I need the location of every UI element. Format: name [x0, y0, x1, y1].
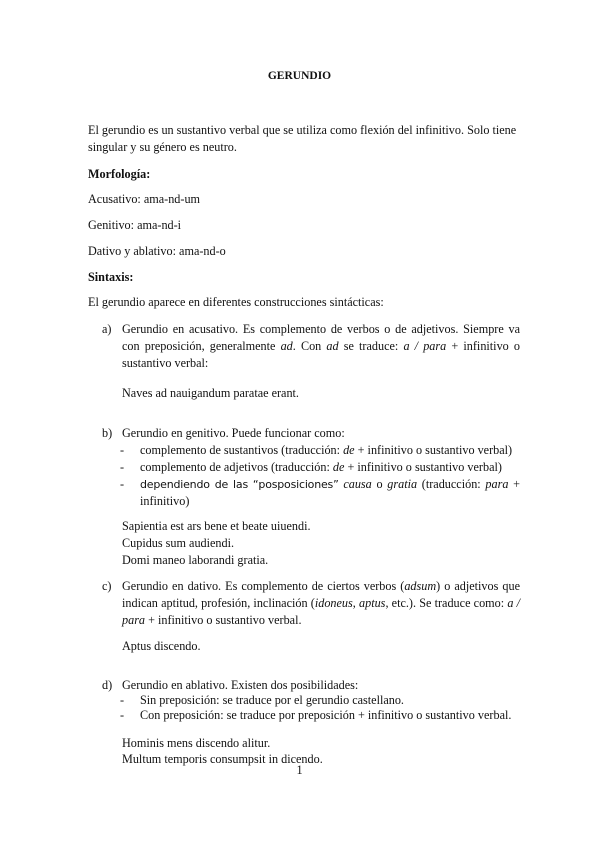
item-c-line3: para + infinitivo o sustantivo verbal. [122, 613, 302, 627]
item-d-example-2: Multum temporis consumpsit in dicendo. [122, 752, 323, 766]
item-b-dash-1: - [120, 443, 125, 457]
morfologia-heading: Morfología: [88, 167, 151, 181]
item-b-dash-2: - [120, 460, 125, 474]
item-a-example: Naves ad nauigandum paratae erant. [122, 386, 299, 400]
item-a-letter: a) [102, 322, 112, 336]
item-d-dash-1: - [120, 693, 125, 707]
item-b-sub3-line2: infinitivo) [140, 494, 190, 508]
item-b-sub2: complemento de adjetivos (traducción: de + infinitivo o sustantivo verbal) [140, 460, 502, 474]
item-b-letter: b) [102, 426, 113, 440]
item-c-example: Aptus discendo. [122, 639, 201, 653]
form-genitivo: Genitivo: ama-nd-i [88, 218, 182, 232]
item-c-line2: indican aptitud, profesión, inclinación (idoneus, aptus, etc.). Se traduce como: a / [122, 596, 521, 610]
item-d-example-1: Hominis mens discendo alitur. [122, 736, 271, 750]
item-d-sub1: Sin preposición: se traduce por el gerundio castellano. [140, 693, 404, 707]
item-b-line1: Gerundio en genitivo. Puede funcionar como: [122, 426, 345, 440]
sintaxis-heading: Sintaxis: [88, 270, 134, 284]
item-d-sub2: Con preposición: se traduce por preposición + infinitivo o sustantivo verbal. [140, 708, 512, 722]
item-b-dash-3: - [120, 477, 125, 491]
page-title: GERUNDIO [267, 70, 332, 82]
item-a-line1: Gerundio en acusativo. Es complemento de verbos o de adjetivos. Siempre va [122, 322, 520, 336]
item-c-line1: Gerundio en dativo. Es complemento de ciertos verbos (adsum) o adjetivos que [122, 579, 520, 593]
sintaxis-intro: El gerundio aparece en diferentes construcciones sintácticas: [88, 295, 384, 309]
item-b-sub3: dependiendo de las “posposiciones” causa o gratia (traducción: para + [140, 477, 521, 491]
item-a-line2: con preposición, generalmente ad. Con ad se traduce: a / para + infinitivo o [122, 339, 520, 353]
item-b-example-2: Cupidus sum audiendi. [122, 536, 235, 550]
item-d-dash-2: - [120, 708, 125, 722]
item-c-letter: c) [102, 579, 112, 593]
item-d-letter: d) [102, 678, 113, 692]
item-d-line1: Gerundio en ablativo. Existen dos posibilidades: [122, 678, 359, 692]
item-b-example-1: Sapientia est ars bene et beate uiuendi. [122, 519, 311, 533]
item-b-sub1: complemento de sustantivos (traducción: de + infinitivo o sustantivo verbal) [140, 443, 513, 457]
form-acusativo: Acusativo: ama-nd-um [88, 192, 201, 206]
intro-paragraph: El gerundio es un sustantivo verbal que se utiliza como flexión del infinitivo. Solo tiene singular y su género es neutro. [88, 123, 517, 154]
form-dativo-ablativo: Dativo y ablativo: ama-nd-o [88, 244, 226, 258]
page-number: 1 [296, 763, 303, 777]
item-a-line3: sustantivo verbal: [122, 356, 209, 370]
item-b-example-3: Domi maneo laborandi gratia. [122, 553, 269, 567]
